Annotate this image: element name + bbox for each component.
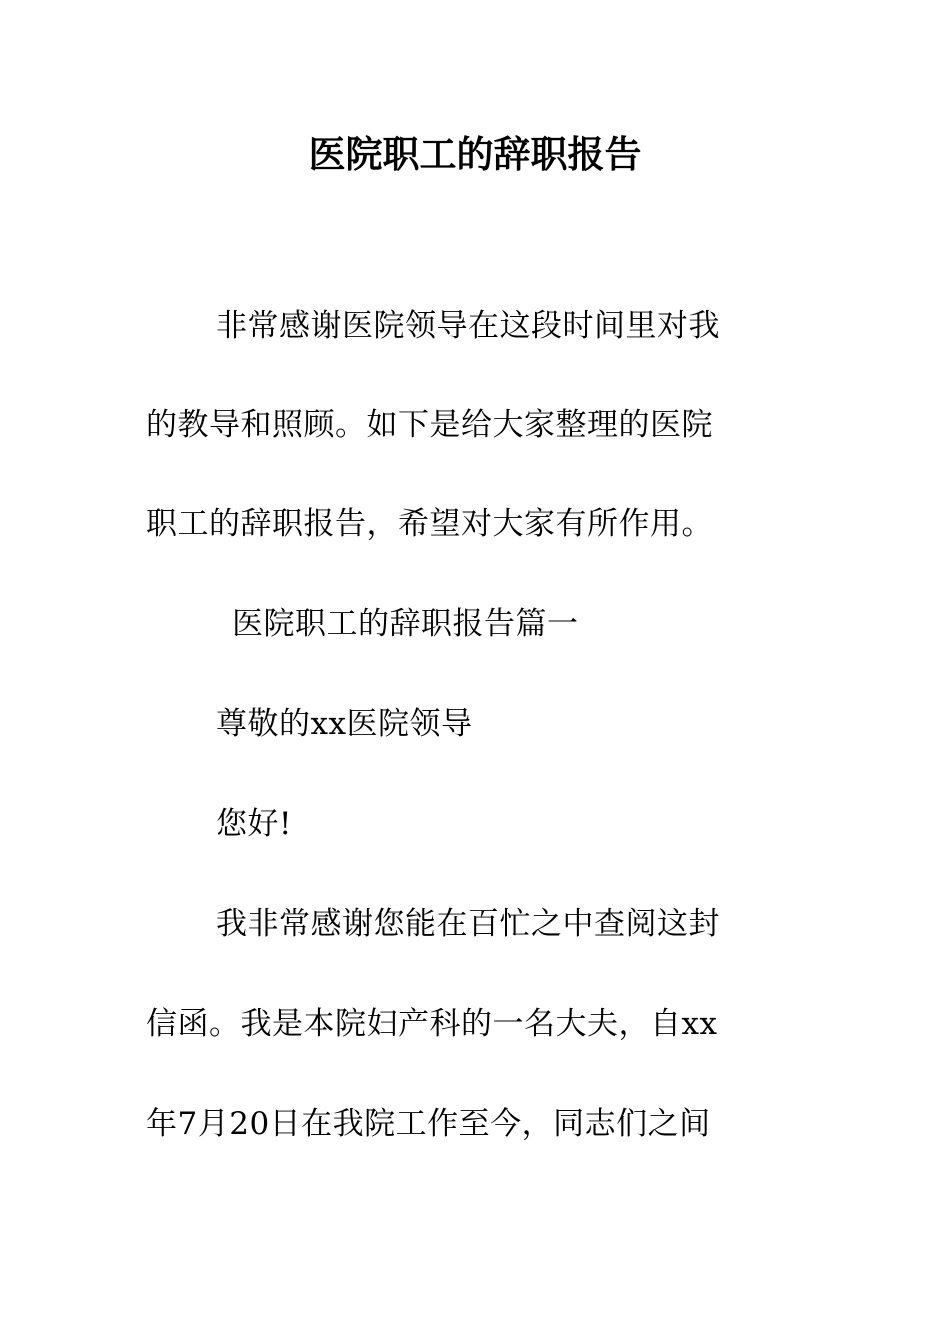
- document-title: 医院职工的辞职报告: [308, 132, 642, 176]
- body-line: 年7月20日在我院工作至今，同志们之间: [146, 1106, 711, 1142]
- section-heading: 医院职工的辞职报告篇一: [232, 606, 579, 642]
- salutation: 尊敬的xx医院领导: [216, 706, 473, 742]
- body-line: 信函。我是本院妇产科的一名大夫，自xx: [146, 1006, 718, 1042]
- body-line: 职工的辞职报告，希望对大家有所作用。: [146, 506, 713, 542]
- body-line: 的教导和照顾。如下是给大家整理的医院: [146, 407, 713, 443]
- body-line: 我非常感谢您能在百忙之中查阅这封: [216, 906, 720, 942]
- greeting: 您好!: [216, 806, 292, 842]
- body-line: 非常感谢医院领导在这段时间里对我: [216, 308, 720, 344]
